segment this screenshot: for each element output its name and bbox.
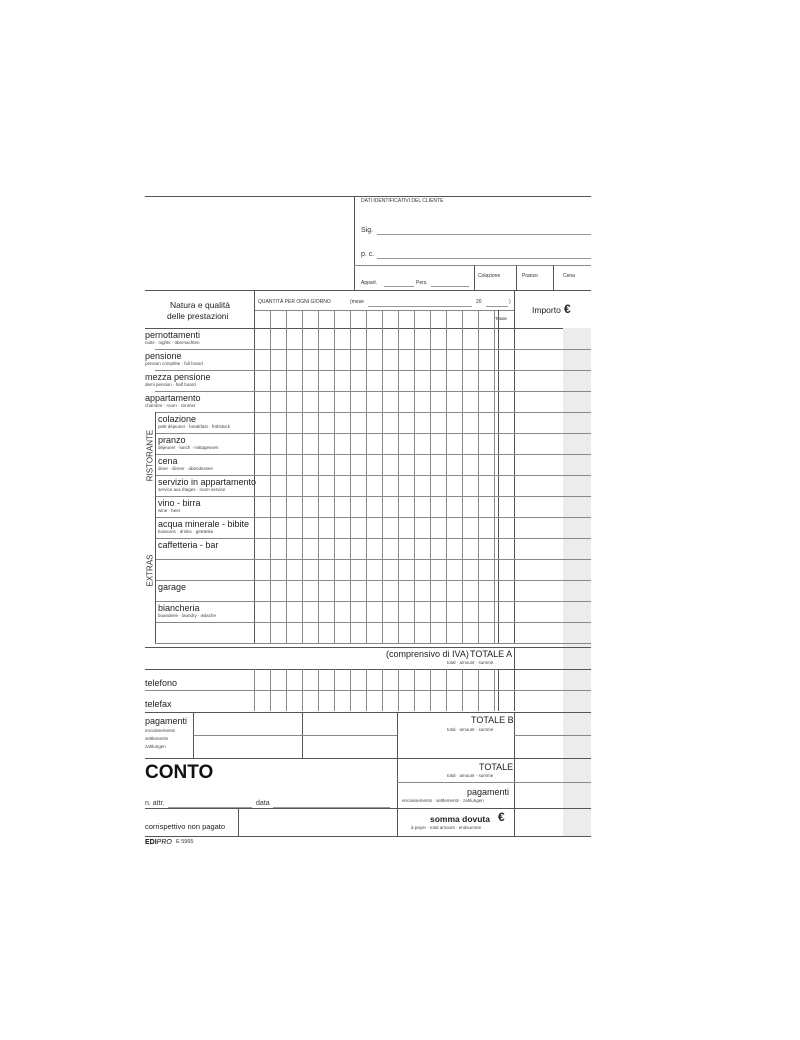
row-label: pranzo: [158, 435, 186, 445]
day-column-line: [270, 310, 271, 643]
day-column-line: [398, 310, 399, 643]
extras-section-label: EXTRAS: [145, 554, 155, 587]
sig-label: Sig.: [361, 227, 374, 234]
row-label: appartamento: [145, 393, 201, 403]
pers-line[interactable]: [431, 286, 469, 287]
row-line: [155, 412, 591, 413]
day-column-line: [446, 310, 447, 643]
day-column-line: [286, 310, 287, 643]
pagamenti-sub1: encaissements: [145, 728, 176, 733]
row-label: biancheria: [158, 603, 200, 613]
appart-label: Appart.: [361, 280, 378, 286]
row-line: [155, 391, 591, 392]
day-column-line: [462, 310, 463, 643]
meal-header-colazione: Colazione: [478, 273, 501, 279]
row-label: colazione: [158, 414, 197, 424]
year-close: ): [509, 299, 511, 305]
row-line: [155, 622, 591, 623]
day-column-line: [382, 310, 383, 643]
pagamenti2-sub: encaissements · settlements · zahlungen: [402, 798, 484, 803]
row-line: [155, 643, 591, 644]
importo-label: Importo: [532, 305, 561, 315]
totale-a-label: TOTALE A: [470, 649, 513, 659]
totale-col-header: Totale: [495, 316, 508, 321]
totale-right-border: [514, 290, 515, 643]
day-column-line: [430, 310, 431, 643]
totale-a-divider: [514, 647, 515, 669]
row-label: servizio in appartamento: [158, 477, 257, 487]
row-line: [155, 475, 591, 476]
mese-label: (mese: [350, 299, 364, 305]
row-sublabel: service aux étages · room service: [158, 487, 226, 492]
day-column-line: [350, 310, 351, 643]
day-column-line: [478, 310, 479, 643]
ristorante-section-label: RISTORANTE: [145, 429, 155, 482]
form-code: E 5965: [176, 839, 194, 845]
day-column-line: [494, 310, 495, 643]
pc-label: p. c.: [361, 251, 375, 258]
row-sublabel: chambre · room · zimmer: [145, 403, 196, 408]
row-sublabel: déjeuner · lunch · mittagessen: [158, 445, 219, 450]
row-label: caffetteria - bar: [158, 540, 219, 550]
totale-a-prefix: (comprensivo di IVA): [386, 649, 469, 659]
row-line: [155, 454, 591, 455]
somma-euro-icon: €: [498, 810, 505, 824]
telefono-label: telefono: [145, 678, 178, 688]
row-sublabel: boissons · drinks · getränke: [158, 529, 214, 534]
row-line: [155, 538, 591, 539]
day-column-line: [302, 310, 303, 643]
nature-line1: Natura e qualità: [170, 300, 231, 310]
pagamenti-sub2: settlements: [145, 736, 169, 741]
somma-sub: à payer · total amount · endsumme: [411, 825, 482, 830]
row-sublabel: diner · dinner · abendessen: [158, 466, 214, 471]
corrispettivo-label: corrispettivo non pagato: [145, 822, 226, 831]
sig-line[interactable]: [377, 234, 591, 235]
appart-line[interactable]: [384, 286, 414, 287]
row-label: pensione: [145, 351, 182, 361]
client-header: DATI IDENTIFICATIVI DEL CLIENTE: [361, 198, 444, 204]
mese-line[interactable]: [368, 306, 472, 307]
row-line: [155, 601, 591, 602]
day-column-line: [366, 310, 367, 643]
totale-b-label: TOTALE B: [471, 715, 514, 725]
totale-a-bottom: [145, 669, 591, 670]
row-sublabel: pension complète · full board: [145, 361, 203, 366]
row-sublabel: demi pension · half board: [145, 382, 196, 387]
data-label: data: [256, 800, 270, 807]
year-label: 20: [476, 299, 482, 305]
row-line: [155, 349, 591, 350]
row-line: [155, 496, 591, 497]
pagamenti-label: pagamenti: [145, 716, 188, 726]
row-line: [155, 433, 591, 434]
row-line: [155, 517, 591, 518]
phone-row-line: [145, 690, 591, 691]
brand-logo: EDIPRO: [145, 839, 172, 846]
row-line: [155, 370, 591, 371]
totale-b-sub: total · amount · summe: [447, 727, 494, 732]
totale-a-top: [145, 647, 591, 648]
year-line[interactable]: [486, 306, 508, 307]
pagamenti-sub3: zahlungen: [145, 744, 166, 749]
pagamenti2-label: pagamenti: [467, 787, 510, 797]
row-label: acqua minerale - bibite: [158, 519, 250, 529]
row-sublabel: nuits · nights · übernachten: [145, 340, 200, 345]
telefax-label: telefax: [145, 699, 172, 709]
row-label: mezza pensione: [145, 372, 211, 382]
row-sublabel: wine · beer: [158, 508, 181, 513]
totale-a-sub: total · amount · summe: [447, 660, 494, 665]
pers-label: Pers.: [416, 280, 428, 286]
section-bracket-line: [155, 412, 156, 643]
euro-icon: €: [564, 302, 571, 316]
nattr-label: n. attr.: [145, 800, 165, 807]
day-column-line: [414, 310, 415, 643]
conto-title: CONTO: [145, 762, 214, 783]
row-sublabel: buanderie · laundry · wäsche: [158, 613, 217, 618]
meal-header-pranzo: Pranzo: [522, 273, 538, 279]
pc-line[interactable]: [377, 258, 591, 259]
row-label: vino - birra: [158, 498, 201, 508]
somma-label: somma dovuta: [430, 814, 490, 824]
totale-sub: total · amount · summe: [447, 773, 494, 778]
grid-left-border: [254, 290, 255, 643]
meal-header-cena: Cena: [563, 273, 575, 279]
nature-line2: delle prestazioni: [167, 311, 229, 321]
row-label: pernottamenti: [145, 330, 201, 340]
importo-cents-column: [563, 328, 591, 836]
row-line: [155, 580, 591, 581]
quantity-label: QUANTITÀ PER OGNI GIORNO: [258, 299, 331, 305]
totale-left-border: [498, 310, 499, 643]
row-label: garage: [158, 582, 187, 592]
row-sublabel: petit déjeuner · breakfast · frühstück: [158, 424, 231, 429]
row-label: cena: [158, 456, 178, 466]
row-line: [155, 559, 591, 560]
totale-label: TOTALE: [479, 762, 514, 772]
day-column-line: [318, 310, 319, 643]
day-column-line: [334, 310, 335, 643]
